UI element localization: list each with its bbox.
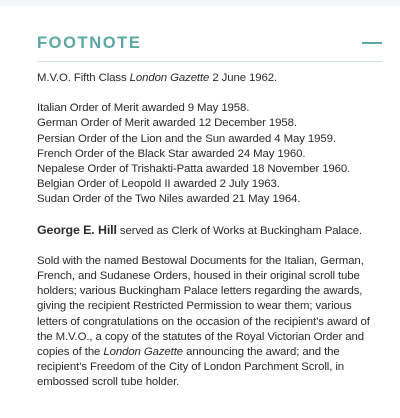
section-title: FOOTNOTE <box>37 34 142 52</box>
award-line: Belgian Order of Leopold II awarded 2 July 1963. <box>37 178 280 191</box>
header-divider <box>37 61 382 62</box>
footnote-header[interactable] <box>37 28 382 60</box>
mvo-line: M.V.O. Fifth Class London Gazette 2 June 1962. <box>37 72 278 84</box>
gazette-title: London Gazette <box>129 72 210 84</box>
award-line: German Order of Merit awarded 12 December 1958. <box>37 117 297 130</box>
award-line: French Order of the Black Star awarded 24 May 1960. <box>37 147 306 160</box>
footnote-body <box>37 71 382 406</box>
award-line: Italian Order of Merit awarded 9 May 1958. <box>37 102 250 115</box>
award-line: Sudan Order of the Two Niles awarded 21 May 1964. <box>37 193 301 206</box>
award-line: Nepalese Order of Trishakti-Patta awarded 18 November 1960. <box>37 163 351 176</box>
recipient-line <box>37 223 382 239</box>
minus-icon[interactable] <box>362 42 382 44</box>
recipient-role: served as Clerk of Works at Buckingham Palace. <box>116 224 363 237</box>
provenance-paragraph: Sold with the named Bestowal Documents for the Italian, German, French, and Sudanese Orders, housed in their original scroll tube holders; various Buckingham Palace letters regarding the awards, giving the recipient Restricted Permission to wear them; various letters of congratulations on the occasion of the recipient’s award of the M.V.O., a copy of the statutes of the Royal Victorian Order and copies of the London Gazette announcing the award; and the recipient’s Freedom of the City of London Parchment Scroll, in embossed scroll tube holder. <box>37 254 370 389</box>
gazette-title: London Gazette <box>103 346 184 359</box>
top-divider <box>0 0 400 6</box>
award-line: Persian Order of the Lion and the Sun awarded 4 May 1959. <box>37 132 336 145</box>
recipient-name: George E. Hill <box>37 222 117 237</box>
